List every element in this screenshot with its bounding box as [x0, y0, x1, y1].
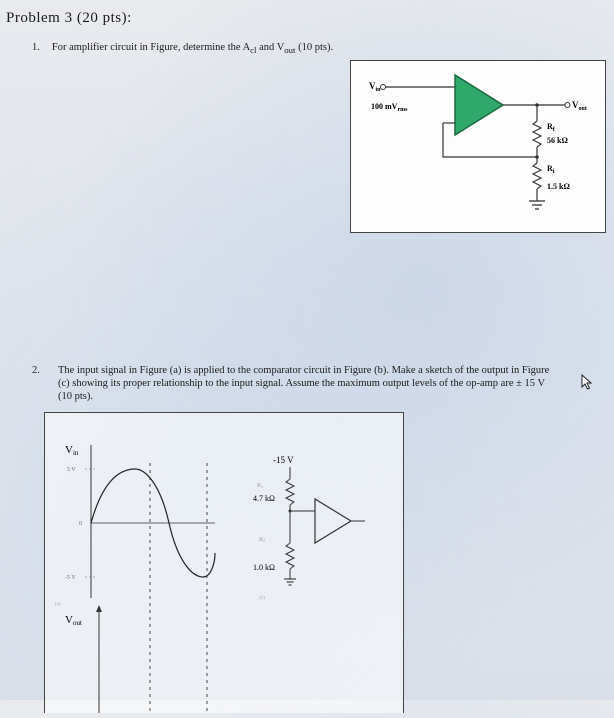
r1-resistor	[286, 479, 294, 505]
comparator-figure-svg	[45, 413, 403, 713]
vout-terminal	[565, 103, 570, 108]
page-title: Problem 3 (20 pts):	[6, 10, 132, 26]
r1-value: 4.7 kΩ	[253, 494, 275, 503]
vin-value: 100 $mV_{rms}$	[371, 102, 408, 113]
problem-1-text-mid: and V	[256, 42, 285, 53]
tick-bottom: -5 V	[65, 575, 76, 581]
fig-a-caption: (a)	[55, 602, 61, 607]
r2-resistor	[286, 543, 294, 569]
fig-c-vout-label: Vout	[65, 614, 82, 627]
ri-value: 1.5 kΩ	[547, 182, 570, 191]
opamp-plus: +	[459, 83, 465, 93]
problem-2-number: 2.	[32, 365, 40, 376]
r1-label: R1	[257, 483, 264, 489]
opamp-minus: −	[459, 119, 465, 129]
comparator-opamp	[315, 499, 351, 543]
tick-top: 5 V	[67, 467, 76, 473]
mouse-cursor-icon	[580, 374, 594, 395]
problem-1-points: (10 pts).	[295, 42, 334, 53]
rf-value: 56 kΩ	[547, 136, 568, 145]
problem-1-text: For amplifier circuit in Figure, determine the A	[51, 42, 251, 53]
problem-1-number: 1.	[32, 42, 40, 53]
ground-icon	[284, 579, 296, 585]
r2-label: R2	[259, 537, 266, 543]
amplifier-circuit-svg	[351, 61, 605, 232]
rf-label: $R_f$	[547, 122, 555, 133]
ri-resistor	[533, 163, 541, 189]
vin-terminal	[381, 85, 386, 90]
comparator-figure	[44, 412, 404, 713]
fig-a-vin-label: Vin	[65, 444, 79, 457]
supply-label: -15 V	[273, 455, 294, 465]
amplifier-circuit-figure	[350, 60, 606, 233]
rf-resistor	[533, 121, 541, 147]
vin-label: $V_{in}$	[369, 81, 381, 93]
fig-b-caption: (b)	[259, 596, 265, 601]
problem-1-statement	[32, 42, 333, 55]
acl-subscript: cl	[250, 45, 257, 56]
problem-2-text: The input signal in Figure (a) is applied to the comparator circuit in Figure (b). Make a sketch of the output in Figure (c) showing its proper relationship to the input signal. Assume the maximum output levels of the op-amp are ± 15 V (10 pts).	[58, 365, 550, 402]
vout-label: $V_{out}$	[572, 100, 587, 112]
ground-icon	[529, 201, 545, 209]
vout-subscript: out	[284, 45, 296, 56]
r2-value: 1.0 kΩ	[253, 563, 275, 572]
tick-zero: 0	[79, 521, 82, 527]
ri-label: $R_i$	[547, 164, 555, 175]
